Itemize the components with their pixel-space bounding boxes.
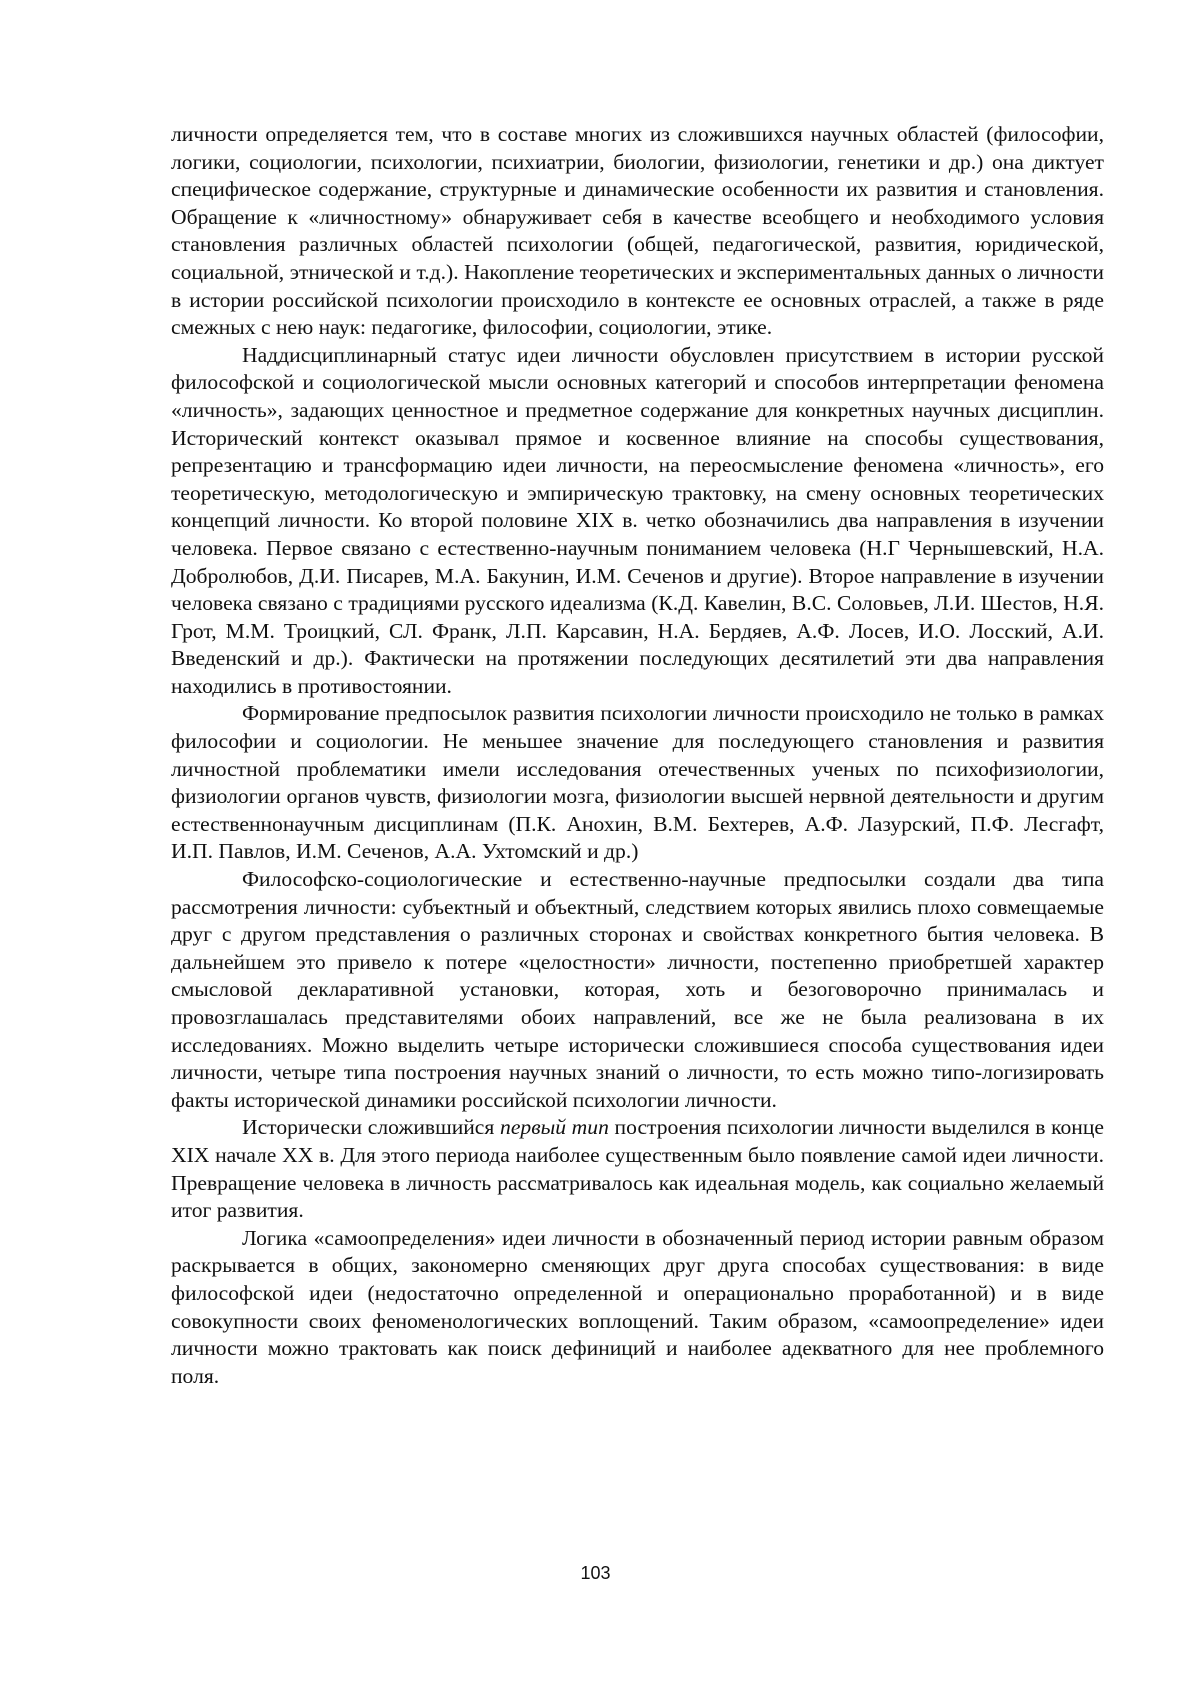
paragraph-self-determination: Логика «самоопределения» идеи личности в обозначенный период истории равным образом раскрывается в общих, закономерно сменяющих друг друга способах существования: в виде философской идеи (недостаточно определенной и операционально проработанной) и в виде совокупности своих феноменологических воплощений. Таким образом, «самоопределение» идеи личности можно трактовать как поиск дефиниций и наиболее адекватного для нее проблемного поля. [171, 1225, 1104, 1388]
paragraph-continuation: личности определяется тем, что в составе многих из сложившихся научных областей (философии, логики, социологии, психологии, психиатрии, биологии, физиологии, генетики и др.) она диктует специфическое содержание, структурные и динамические особенности их развития и становления. Обращение к «личностному» обнаруживает себя в качестве всеобщего и необходимого условия становления различных областей психологии (общей, педагогической, развития, юридической, социальной, этнической и т.д.). Накопление теоретических и экспериментальных данных о личности в истории российской психологии происходило в контексте ее основных отраслей, а также в ряде смежных с нею наук: педагогике, философии, социологии, этике. [171, 122, 1104, 340]
first-type-emphasis: первый тип [500, 1115, 609, 1140]
paragraph-supradisciplinary-status: Наддисциплинарный статус идеи личности обусловлен присутствием в истории русской философской и социологической мысли основных категорий и способов интерпретации феномена «личность», задающих ценностное и предметное содержание для конкретных научных дисциплин. Исторический контекст оказывал прямое и косвенное влияние на способы существования, репрезентацию и трансформацию идеи личности, на переосмысление феномена «личность», его теоретическую, методологическую и эмпирическую трактовку, на смену основных теоретических концепций личности. Ко второй половине XIX в. четко обозначились два направления в изучении человека. Первое связано с естественно-научным пониманием человека (Н.Г Чернышевский, Н.А. Добролюбов, Д.И. Писарев, М.А. Бакунин, И.М. Сеченов и другие). Второе направление в изучении человека связано с традициями русского идеализма (К.Д. Кавелин, В.С. Соловьев, Л.И. Шестов, Н.Я. Грот, М.М. Троицкий, СЛ. Франк, Л.П. Карсавин, Н.А. Бердяев, А.Ф. Лосев, И.О. Лосский, А.И. Введенский и др.). Фактически на протяжении последующих десятилетий эти два направления находились в противостоянии. [171, 342, 1104, 698]
body-text [171, 121, 1104, 1390]
paragraph-first-type [171, 1114, 1104, 1224]
paragraph-preconditions: Формирование предпосылок развития психологии личности происходило не только в рамках философии и социологии. Не меньшее значение для последующего становления и развития личностной проблематики имели исследования отечественных ученых по психофизиологии, физиологии органов чувств, физиологии мозга, физиологии высшей нервной деятельности и другим естественнонаучным дисциплинам (П.К. Анохин, В.М. Бехтерев, А.Ф. Лазурский, П.Ф. Лесгафт, И.П. Павлов, И.М. Сеченов, А.А. Ухтомский и др.) [171, 701, 1104, 864]
paragraph-philosophical-sociological: Философско-социологические и естественно-научные предпосылки создали два типа рассмотрения личности: субъектный и объектный, следствием которых явились плохо совмещаемые друг с другом представления о различных сторонах и свойствах конкретного бытия человека. В дальнейшем это привело к потере «целостности» личности, постепенно приобретшей характер смысловой декларативной установки, которая, хоть и безоговорочно принималась и провозглашалась представителями обоих направлений, все же не была реализована в их исследованиях. Можно выделить четыре исторически сложившиеся способа существования идеи личности, четыре типа построения научных знаний о личности, то есть можно типо-логизировать факты исторической динамики российской психологии личности. [171, 867, 1104, 1112]
page-number: 103 [580, 1563, 611, 1583]
first-type-text-before: Исторически сложившийся [242, 1115, 501, 1140]
first-type-text-after: построения психологии личности выделился в конце XIX начале XX в. Для этого периода наиболее существенным было появление самой идеи личности. Превращение человека в личность рассматривалось как идеальная модель, как социально желаемый итог развития. [171, 1115, 1105, 1223]
